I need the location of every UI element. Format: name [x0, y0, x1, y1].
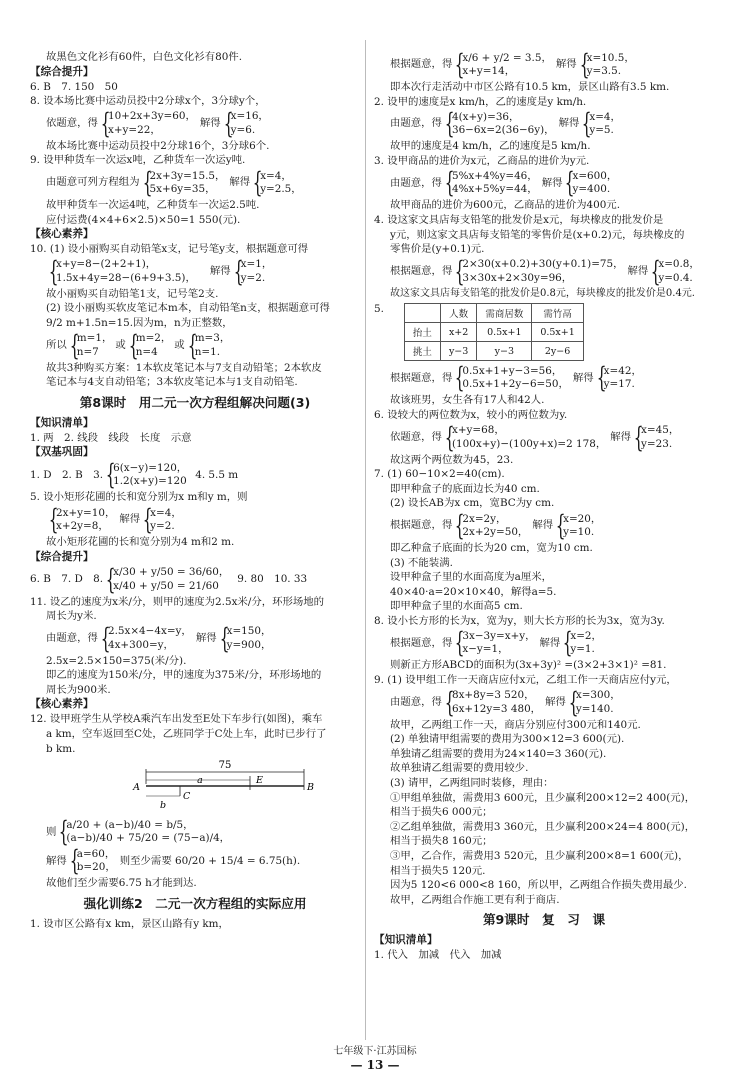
equation-system: 1. D 2. B 3. { 6(x−y)=120， 1.2(x+y)=120 4. 5.5 m — [30, 458, 239, 492]
equation-system: 根据题意，得 { 0.5x+1+y−3=56， 0.5x+1+2y−6=50， 解得 { x=42， y=17. — [390, 361, 642, 395]
text-line: 9. (1) 设甲组工作一天商店应付x元，乙组工作一天商店应付y元， — [374, 674, 677, 687]
question-5 — [374, 301, 714, 363]
text-span: 则至少需要 60/20 + 15/4 = 6.75(h). — [119, 854, 301, 867]
equation: x=42， — [603, 364, 642, 377]
text-line: 即乙的速度为150米/分，甲的速度为375米/分，环形场地的 — [46, 669, 322, 682]
equation: y=900， — [226, 638, 272, 651]
equation-system: 根据题意，得 { 2x=2y， 2x+2y=50， 解得 { x=20， y=10. — [390, 508, 602, 542]
table-cell: 需竹鬲 — [532, 304, 583, 323]
text-span: 根据题意，得 — [390, 636, 453, 649]
equation-system: 根据题意，得 { 3x−3y=x+y， x−y=1， 解得 { x=2， y=1. — [390, 626, 602, 660]
equation: 2x+2y=50， — [462, 525, 529, 538]
text-span: 则 — [46, 825, 57, 838]
text-span: 解得 — [199, 117, 221, 130]
text-line: 4. 设这家文具店每支铅笔的批发价是x元，每块橡皮的批发价是 — [374, 213, 664, 226]
table-cell — [404, 304, 440, 323]
text-line: 笔记本与4支自动铅笔；3本软皮笔记本与1支自动铅笔. — [46, 376, 298, 389]
text-span: 根据题意，得 — [390, 58, 453, 71]
equation: y=0.4. — [658, 271, 693, 284]
text-line: 即甲种盒子里的水面高5 cm. — [390, 600, 523, 613]
equation: x+y=14， — [462, 65, 516, 77]
text-line: 6. 设较大的两位数为x，较小的两位数为y. — [374, 408, 568, 421]
equation: n=1. — [194, 345, 220, 358]
grade-label: 七年级下·江苏国标 — [333, 1046, 417, 1057]
text-line: 应付运费(4×4+6×2.5)×50=1 550(元). — [46, 213, 241, 226]
equation: n=4 — [135, 345, 158, 358]
text-line: 9/2 m+1.5n=15.因为m，n为正整数， — [46, 316, 233, 329]
equation: x=600， — [572, 169, 618, 182]
diagram-label-B: B — [307, 782, 314, 794]
diagram-label-b: b — [159, 800, 167, 812]
drill-title: 强化训练2 二元一次方程组的实际应用 — [83, 895, 307, 911]
equation: x/6 + y/2 = 3.5， — [462, 51, 552, 64]
text-span: 解得 — [119, 513, 141, 526]
text-line: 因为5 120<6 000<8 160，所以甲，乙两组合作损失费用最少. — [390, 879, 687, 892]
text-line: 故黑色文化衫有60件，白色文化衫有80件. — [46, 51, 242, 63]
equation: a=60， — [76, 847, 116, 860]
equation: x=2， — [570, 630, 602, 643]
text-span: 5. — [374, 303, 384, 316]
equation: y=5. — [589, 124, 614, 137]
equation-system: 由题意，得 { 4(x+y)=36， 36−6x=2(36−6y)， 解得 { x=4， y=5. — [390, 107, 621, 141]
equation-system: 根据题意，得 { x/6 + y/2 = 3.5， x+y=14， 解得 { x=10.5， y=3.5. — [390, 48, 635, 81]
text-line: 故该班男，女生各有17人和42人. — [390, 394, 545, 407]
equation-system: 所以 { m=1， n=7 或 { m=2， n=4 或 { m=3， n=1. — [46, 328, 231, 362]
text-span: 由题意，得 — [390, 176, 442, 189]
text-line: 相当于损失8 160元； — [390, 835, 493, 848]
section-heading: 【核心素养】 — [30, 228, 94, 241]
table-cell: 挑土 — [404, 342, 440, 361]
table-cell: y−3 — [477, 342, 532, 361]
text-span: 或 — [174, 338, 185, 351]
text-line: a km，空车返回至C处，乙班同学于C处上车，此时已步行了 — [46, 728, 327, 741]
equation: 6x+12y=3 480， — [451, 702, 542, 715]
right-column — [374, 50, 714, 963]
text-span: 解得 — [558, 117, 580, 130]
equation: y=10. — [563, 525, 595, 538]
diagram-label-total: 75 — [218, 760, 232, 772]
equation: y=17. — [603, 378, 635, 391]
equation: 4(x+y)=36， — [451, 110, 520, 123]
equation-system: 由题意可列方程组为 { 2x+3y=15.5， 5x+6y=35， 解得 { x=4， y=2.5， — [46, 165, 302, 199]
equation: x=20， — [563, 512, 602, 525]
text-line: (2) 设长AB为x cm，宽BC为y cm. — [390, 497, 555, 510]
equation: 3x−3y=x+y， — [462, 630, 536, 643]
equation: x+y=22， — [107, 123, 161, 136]
equation: x=1， — [240, 258, 273, 271]
text-line: 故共3种购买方案：1本软皮笔记本与7支自动铅笔；2本软皮 — [46, 361, 322, 374]
equation-system: 由题意，得 { 5%x+4%y=46， 4%x+5%y=44， 解得 { x=600， y=400. — [390, 166, 618, 200]
equation: y=23. — [641, 437, 673, 450]
equation: 2.5x×4−4x=y， — [107, 625, 192, 638]
equation: 2x+y=10， — [56, 506, 116, 519]
equation: 1.2(x+y)=120 — [113, 475, 187, 488]
equation: x=0.8， — [658, 258, 700, 271]
equation: 0.5x+1+2y−6=50， — [462, 378, 569, 391]
text-line: 40×40·a=20×10×40，解得a=5. — [390, 585, 557, 598]
table-row — [404, 323, 583, 342]
equation: 1.5x+4y=28−(6+9+3.5)， — [56, 271, 196, 284]
table-cell: 需商居数 — [477, 304, 532, 323]
text-line: 故甲，乙两组工作一天，商店分别应付300元和140元. — [390, 718, 641, 731]
text-span: 由题意，得 — [390, 695, 442, 708]
table-cell: 人数 — [440, 304, 476, 323]
equation: 6(x−y)=120， — [113, 461, 188, 474]
text-span: 由题意，得 — [390, 117, 442, 130]
text-span: 解得 — [209, 265, 231, 278]
text-line: 2. 设甲的速度是x km/h，乙的速度是y km/h. — [374, 95, 587, 108]
text-line: 9. 设甲种货车一次运x吨，乙种货车一次运y吨. — [30, 154, 246, 167]
text-span: 4. 5.5 m — [195, 468, 239, 481]
text-span: 解得 — [555, 58, 577, 71]
text-line: 故甲种货车一次运4吨，乙种货车一次运2.5吨. — [46, 198, 260, 211]
text-line: 8. 设小长方形的长为x，宽为y，则大长方形的长为3x，宽为3y. — [374, 614, 665, 627]
text-line: 6. B 7. 150 50 — [30, 80, 118, 93]
text-line: 1. 两 2. 线段 线段 长度 示意 — [30, 431, 192, 444]
equation: x=45， — [641, 424, 680, 437]
equation: (100x+y)−(100y+x)=2 178， — [451, 437, 607, 450]
text-line: 单独请乙组需要的费用为24×140=3 360(元). — [390, 747, 607, 760]
text-span: 或 — [115, 338, 126, 351]
section-heading: 【知识清单】 — [374, 934, 438, 947]
text-span: 解得 — [539, 636, 561, 649]
table-cell: x+2 — [440, 323, 476, 342]
equation-system: 依题意，得 { 10+2x+3y=60， x+y=22， 解得 { x=16， y=6. — [46, 106, 269, 140]
equation-system: 6. B 7. D 8. { x/30 + y/50 = 36/60， x/40 + y/50 = 21/60 9. 80 10. 33 — [30, 562, 308, 596]
equation: x=150， — [226, 625, 272, 638]
equation: m=3， — [194, 332, 231, 345]
table-row — [404, 304, 583, 323]
text-span: 解得 — [627, 265, 649, 278]
equation: x=300， — [575, 689, 621, 702]
text-line: 故他们至少需要6.75 h才能到达. — [46, 877, 197, 890]
text-span: 由题意可列方程组为 — [46, 176, 140, 189]
text-span: 根据题意，得 — [390, 371, 453, 384]
section-heading: 【核心素养】 — [30, 698, 94, 711]
text-span: 依题意，得 — [46, 117, 98, 130]
text-line: 即甲种盒子的底面边长为40 cm. — [390, 482, 540, 495]
text-line: 1. 设市区公路有x km，景区山路有y km， — [30, 917, 229, 930]
equation: x=10.5， — [586, 51, 635, 64]
text-line: 即乙种盒子底面的长为20 cm，宽为10 cm. — [390, 541, 593, 554]
section-heading: 【综合提升】 — [30, 550, 94, 563]
equation: 3×30x+2×30y=96， — [462, 271, 573, 284]
diagram-label-A: A — [133, 782, 140, 794]
text-line: 零售价是(y+0.1)元. — [390, 243, 485, 256]
equation: 2×30(x+0.2)+30(y+0.1)=75， — [462, 258, 624, 271]
equation-system: { x+y=8−(2+2+1)， 1.5x+4y=28−(6+9+3.5)， 解得 { x=1， y=2. — [48, 254, 273, 288]
text-line: 故本场比赛中运动员投中2分球16个，3分球6个. — [46, 139, 270, 152]
text-line: 故小丽购买自动铅笔1支，记号笔2支. — [46, 287, 219, 300]
text-line: 故小矩形花圃的长和宽分别为4 m和2 m. — [46, 535, 235, 548]
lesson-title: 第9课时 复 习 课 — [482, 912, 606, 928]
table-cell: 抬土 — [404, 323, 440, 342]
text-line: 故甲商品的进价为600元，乙商品的进价为400元. — [390, 199, 620, 212]
equation: x/40 + y/50 = 21/60 — [113, 579, 219, 592]
text-line: 5. 设小矩形花圃的长和宽分别为x m和y m，则 — [30, 491, 248, 504]
text-line: 周长为900米. — [46, 683, 111, 696]
equation: x+2y=8， — [56, 519, 109, 532]
text-span: 解得 — [532, 519, 554, 532]
left-column — [30, 50, 360, 931]
equation: y=140. — [575, 702, 614, 715]
text-span: 根据题意，得 — [390, 519, 453, 532]
equation: 10+2x+3y=60， — [107, 110, 196, 123]
text-span: 解得 — [229, 176, 251, 189]
diagram-label-a: a — [197, 775, 203, 787]
text-span: 根据题意，得 — [390, 265, 453, 278]
equation: y=3.5. — [586, 65, 622, 77]
equation: (a−b)/40 + 75/20 = (75−a)/4， — [66, 832, 231, 845]
equation-system: 依题意，得 { x+y=68， (100x+y)−(100y+x)=2 178， 解得 { x=45， y=23. — [390, 420, 680, 454]
text-line: ①甲组单独做，需费用3 600元，且少赢利200×12=2 400(元)， — [390, 791, 696, 804]
equation: 36−6x=2(36−6y)， — [451, 124, 555, 137]
equation: x=4， — [150, 506, 182, 519]
lesson-title: 第8课时 用二元一次方程组解决问题(3) — [79, 394, 311, 410]
equation: y=2. — [150, 519, 175, 532]
text-line: 则新正方形ABCD的面积为(3x+3y)² =(3×2+3×1)² =81. — [390, 659, 667, 672]
text-line: 12. 设甲班学生从学校A乘汽车出发至E处下车步行(如图)，乘车 — [30, 713, 323, 726]
table-cell: 0.5x+1 — [532, 323, 583, 342]
diagram-label-E: E — [256, 775, 263, 787]
equation: a/20 + (a−b)/40 = b/5， — [66, 818, 194, 831]
table-cell: 0.5x+1 — [477, 323, 532, 342]
equation: x=4， — [260, 169, 292, 182]
text-line: 11. 设乙的速度为x米/分，则甲的速度为2.5x米/分，环形场地的 — [30, 595, 325, 608]
text-line: ③甲，乙合作，需费用3 520元，且少赢利200×8=1 600(元)， — [390, 850, 689, 862]
equation: y=6. — [230, 123, 256, 136]
text-line: 故这两个两位数为45，23. — [390, 453, 514, 466]
equation: 0.5x+1+y−3=56， — [462, 364, 563, 377]
section-heading: 【双基巩固】 — [30, 446, 94, 459]
table-cell: y−3 — [440, 342, 476, 361]
text-line: (3) 请甲，乙两组同时装修，理由： — [390, 777, 554, 790]
equation: m=1， — [76, 332, 113, 345]
equation: x/30 + y/50 = 36/60， — [113, 566, 230, 579]
text-line: 故甲的速度是4 km/h，乙的速度是5 km/h. — [390, 140, 591, 153]
equation-system: 则 { a/20 + (a−b)/40 = b/5， (a−b)/40 + 75/20 = (75−a)/4， — [46, 815, 231, 849]
equation: 5%x+4%y=46， — [451, 169, 538, 182]
text-line: (3) 不能装满. — [390, 556, 453, 569]
text-line: 故甲，乙两组合作施工更有利于商店. — [390, 893, 560, 906]
text-span: 9. 80 10. 33 — [237, 572, 308, 585]
text-line: 2.5x=2.5×150=375(米/分). — [46, 654, 187, 667]
column-divider — [365, 40, 366, 1040]
text-line: 相当于损失6 000元； — [390, 806, 493, 819]
equation-system: 由题意，得 { 2.5x×4−4x=y， 4x+300=y， 解得 { x=150， y=900， — [46, 621, 272, 655]
text-span: 所以 — [46, 338, 67, 351]
text-line: 故这家文具店每支铅笔的批发价是0.8元，每块橡皮的批发价是0.4元. — [390, 287, 695, 299]
text-line: 7. (1) 60−10×2=40(cm). — [374, 468, 505, 481]
text-line: 设甲种盒子里的水面高度为a厘米， — [390, 571, 553, 584]
text-line: 3. 设甲商品的进价为x元，乙商品的进价为y元. — [374, 154, 590, 167]
equation: y=2.5， — [260, 182, 302, 195]
text-span: 解得 — [46, 854, 67, 867]
data-table — [404, 303, 584, 361]
equation: m=2， — [135, 332, 172, 345]
section-heading: 【综合提升】 — [30, 65, 94, 78]
section-heading: 【知识清单】 — [30, 416, 94, 429]
text-span: 6. B 7. D 8. — [30, 572, 104, 585]
equation: n=7 — [76, 345, 99, 358]
text-span: 1. D 2. B 3. — [30, 468, 104, 481]
text-line: 即本次行走活动中市区公路有10.5 km，景区山路有3.5 km. — [390, 81, 670, 93]
equation: 4%x+5%y=44， — [451, 183, 538, 196]
equation: y=400. — [572, 183, 611, 196]
table-row — [404, 342, 583, 361]
text-span: 依题意，得 — [390, 430, 442, 443]
text-span: 解得 — [541, 176, 563, 189]
text-line: 故单独请乙组需要的费用较少. — [390, 762, 529, 775]
table-cell: 2y−6 — [532, 342, 583, 361]
route-diagram — [133, 758, 314, 816]
text-line: 周长为y米. — [46, 610, 97, 623]
page-number: — 13 — — [350, 1058, 400, 1072]
text-line: (2) 设小丽购买软皮笔记本m本，自动铅笔n支，根据题意可得 — [46, 302, 330, 315]
diagram-label-C: C — [183, 791, 191, 803]
text-span: 解得 — [572, 371, 594, 384]
equation-system: 根据题意，得 { 2×30(x+0.2)+30(y+0.1)=75， 3×30x+2×30y=96， 解得 { x=0.8， y=0.4. — [390, 254, 700, 288]
text-span: 解得 — [610, 430, 632, 443]
equation: 5x+6y=35， — [149, 182, 216, 195]
equation: 2x+3y=15.5， — [149, 169, 226, 182]
equation-system: { 2x+y=10， x+2y=8， 解得 { x=4， y=2. — [48, 502, 182, 536]
text-line: 8. 设本场比赛中运动员投中2分球x个，3分球y个， — [30, 95, 266, 108]
text-line: (2) 单独请甲组需要的费用为300×12=3 600(元). — [390, 733, 625, 746]
equation: y=2. — [240, 271, 266, 284]
equation: x=4， — [589, 110, 621, 123]
text-line: 1. 代入 加减 代入 加减 — [374, 949, 502, 962]
equation: 8x+8y=3 520， — [451, 689, 535, 702]
text-span: 解得 — [195, 631, 217, 644]
text-span: 由题意，得 — [46, 631, 98, 644]
equation: 4x+300=y， — [107, 638, 174, 651]
equation-system: 由题意，得 { 8x+8y=3 520， 6x+12y=3 480， 解得 { x=300， y=140. — [390, 685, 621, 719]
equation: x=16， — [230, 110, 269, 123]
equation: x+y=68， — [451, 424, 505, 437]
text-line: 10. (1) 设小丽购买自动铅笔x支，记号笔y支，根据题意可得 — [30, 243, 309, 256]
equation: x−y=1， — [462, 643, 509, 656]
equation: y=1. — [570, 643, 595, 656]
equation: x+y=8−(2+2+1)， — [56, 258, 157, 271]
equation-system: 解得 { a=60， b=20， 则至少需要 60/20 + 15/4 = 6.75(h). — [46, 844, 301, 878]
text-line: y元，则这家文具店每支铅笔的零售价是(x+0.2)元，每块橡皮的 — [390, 228, 685, 241]
text-line: 相当于损失5 120元. — [390, 864, 486, 877]
equation: 2x=2y， — [462, 512, 507, 525]
text-span: 解得 — [545, 695, 566, 708]
text-line: ②乙组单独做，需费用3 360元，且少赢利200×24=4 800(元)， — [390, 820, 696, 833]
text-line: b km. — [46, 742, 76, 755]
equation: b=20， — [76, 861, 116, 874]
